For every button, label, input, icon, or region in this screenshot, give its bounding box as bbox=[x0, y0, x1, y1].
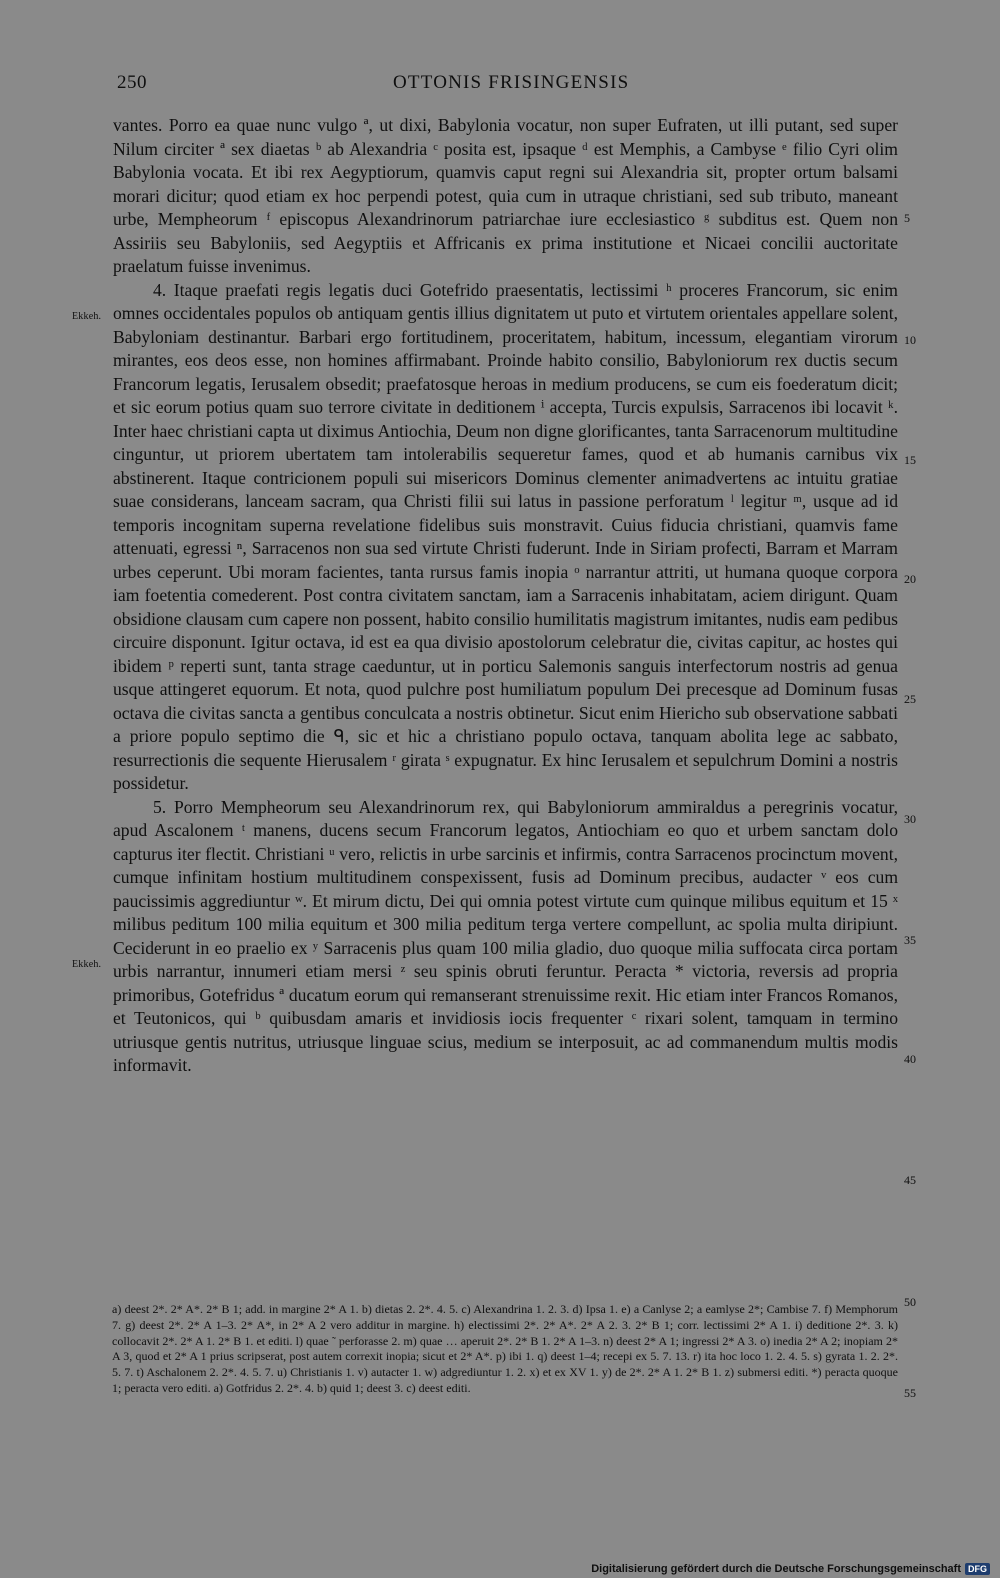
side-note-2: Ekkeh. bbox=[72, 959, 102, 970]
line-number-50: 50 bbox=[904, 1295, 916, 1309]
line-number-10: 10 bbox=[904, 333, 916, 347]
digitization-credit bbox=[591, 1563, 990, 1575]
paragraph-chapter-5: 5. Porro Mempheorum seu Alexandrinorum rex, qui Babyloniorum ammiraldus a peregrinis vocatur, apud Ascalonem ᵗ manens, ducens secum Francorum legatos, Antiochiam eo quo et urbem sanctam dolo capturus iter flectit. Christiani ᵘ vero, relictis in urbe sarcinis et infirmis, contra Sarracenos procinctum movent, cumque infinitam hostium multitudinem conspexissent, fusis ad Dominum precibus, audacter ᵛ eos cum paucissimis aggrediuntur ʷ. Et mirum dictu, Dei qui omnia potest virtute cum quinque milibus equitum et 15 ˣ milibus peditum 100 milia equitum et 300 milia peditum terga vertere compellunt, ac spolia multa diripiunt. Ceciderunt in eo praelio ex ʸ Sarracenis plus quam 100 milia gladio, duo quoque milia suffocata circa portam urbis narrantur, innumeri etiam mersi ᶻ seu spinis obruti feruntur. Peracta * victoria, reversis ad propria primoribus, Gotefridus ª ducatum eorum qui remanserant strenuissime rexit. Hic etiam inter Francos Romanos, et Teutonicos, qui ᵇ quibusdam amaris et invidiosis iocis frequenter ᶜ rixari solent, tamquam in termino utriusque gentis nutritus, utriusque linguae scius, medium se interposuit, ac ad commanendum multis modis informavit. bbox=[113, 796, 898, 1075]
main-text bbox=[113, 114, 898, 1078]
line-number-30: 30 bbox=[904, 812, 916, 826]
line-number-40: 40 bbox=[904, 1052, 916, 1066]
line-number-15: 15 bbox=[904, 453, 916, 467]
line-number-25: 25 bbox=[904, 692, 916, 706]
side-note-1: Ekkeh. bbox=[72, 311, 102, 322]
paragraph-chapter-4: 4. Itaque praefati regis legatis duci Gotefrido praesentatis, lectissimi ʰ proceres Francorum, sic enim omnes occidentales populos ob antiquam gentis illius dignitatem ut puto et virtutem orientales appellare solent, Babyloniam destinantur. Barbari ergo fortitudinem, proceritatem, habitum, incessum, elegantiam virorum mirantes, eos deos esse, non homines affirmabant. Proinde habito consilio, Babyloniorum rex ductis secum Francorum legatis, Ierusalem obsedit; praefatosque heroas in medium producens, se cum eis foederatum dicit; et sic eorum potius quam suo terrore civitate in deditionem ⁱ accepta, Turcis expulsis, Sarracenos ibi locavit ᵏ. Inter haec christiani capta ut diximus Antiochia, Deum non digne glorificantes, tanta Sarracenorum multitudine cinguntur, ut priorem ubertatem tam intolerabilis sequeretur fames, quod et ab humanis carnibus vix abstinerent. Itaque contricionem populi sui misericors Dominus clementer animadvertens ac intuitu gratiae suae considerans, lanceam sacram, qua Christi filii sui latus in passione perforatum ˡ legitur ᵐ, usque ad id temporis incognitam superna revelatione fidelibus suis monstravit. Cuius fiducia christiani, quamvis fame attenuati, egressi ⁿ, Sarracenos non sua sed virtute Christi fuderunt. Inde in Siriam profecti, Barram et Marram urbes ceperunt. Ubi moram facientes, tanta rursus famis inopia ᵒ narrantur attriti, ut humana quoque corpora iam foetentia comederent. Post contra civitatem sanctam, iam a Sarracenis inhabitatam, aciem dirigunt. Quam obsidione clausam cum capere non possent, habito consilio humilitatis magistrum imitantes, nudis eam pedibus circuire disponunt. Igitur octava, id est ea qua divisio apostolorum celebratur die, civitas capitur, ac hostes qui ibidem ᵖ reperti sunt, tanta strage caeduntur, ut in porticu Salemonis sanguis interfectorum nostris ad genua usque attingeret equorum. Et nota, quod pulchre post humiliatum populum Dei precesque ad Dominum fusas octava die civitas sancta a gentibus conculcata a nostris obtinetur. Sicut enim Hiericho sub observatione sabbati a priore populo septimo die ᑫ, sic et hic a christiano populo octava, tanquam abolita lege ac sabbato, resurrectionis die sequente Hierusalem ʳ girata ˢ expugnatur. Ex hinc Ierusalem et sepulchrum Domini a nostris possidetur. bbox=[113, 279, 898, 793]
line-number-5: 5 bbox=[904, 211, 910, 225]
dfg-logo: DFG bbox=[965, 1563, 990, 1575]
line-number-20: 20 bbox=[904, 572, 916, 586]
line-number-45: 45 bbox=[904, 1173, 916, 1187]
page-number: 250 bbox=[117, 72, 147, 93]
paragraph-continuation: vantes. Porro ea quae nunc vulgo ª, ut dixi, Babylonia vocatur, non super Eufraten, ut illi putant, sed super Nilum circiter ª sex diaetas ᵇ ab Alexandria ᶜ posita est, ipsaque ᵈ est Memphis, a Cambyse ᵉ filio Cyri olim Babylonia vocata. Et ibi rex Aegyptiorum, quamvis caput regni sui Alexandria sit, propter ortum balsami morari dicitur; quod etiam ex hoc perpendi potest, quia cum in utraque christiani, sed sub tributo, maneant urbe, Mempheorum ᶠ episcopus Alexandrinorum patriarchae iure ecclesiastico ᵍ subditus est. Quem non Assiriis seu Babyloniis, sed Aegyptiis et Affricanis ex prima institutione et Nicaei concilii auctoritate praelatum fuisse invenimus. bbox=[113, 115, 898, 276]
credit-text: Digitalisierung gefördert durch die Deutsche Forschungsgemeinschaft bbox=[591, 1563, 961, 1575]
running-title: OTTONIS FRISINGENSIS bbox=[393, 72, 630, 93]
critical-apparatus: a) deest 2*. 2* A*. 2* B 1; add. in margine 2* A 1. b) dietas 2. 2*. 4. 5. c) Alexandrina 1. 2. 3. d) Ipsa 1. e) a Canlyse 2; a eamlyse 2*; Cambise 7. f) Memphorum 7. g) deest 2*. 2* A 1–3. 2* A*, in 2* A 2 vero additur in margine. h) electissimi 2*. 2* A*. 2* A 2. 3. 2* B 1; corr. lectissimi 2* A 1. i) deditione 2*. 3. k) collocavit 2*. 2* A 1. 2* B 1. et editi. l) quae ˜ perforasse 2. m) quae … aperuit 2*. 2* B 1. 2* A 1–3. n) deest 2* A 1; ingressi 2* A 3. o) inedia 2* A 2; inopiam 2* A 3, quod et 2* A 1 prius scripserat, post autem correxit inopia; sicut et 2* A*. p) ibi 1. q) deest 1–4; recepi ex 5. 7. 13. r) ita hoc loco 1. 2. 4. 5. s) gyrata 1. 2. 2*. 5. 7. t) Aschalonem 2. 2*. 4. 5. 7. u) Christianis 1. v) autacter 1. w) adgrediuntur 1. 2. x) et ex XV 1. y) de 2*. 2* A 1. 2* B 1. z) submersi editi. *) peracta quoque 1; peracta vero editi. a) Gotfridus 2. 2*. 4. b) quid 1; deest 3. c) deest editi. bbox=[112, 1302, 898, 1395]
line-number-35: 35 bbox=[904, 933, 916, 947]
line-number-55: 55 bbox=[904, 1386, 916, 1400]
